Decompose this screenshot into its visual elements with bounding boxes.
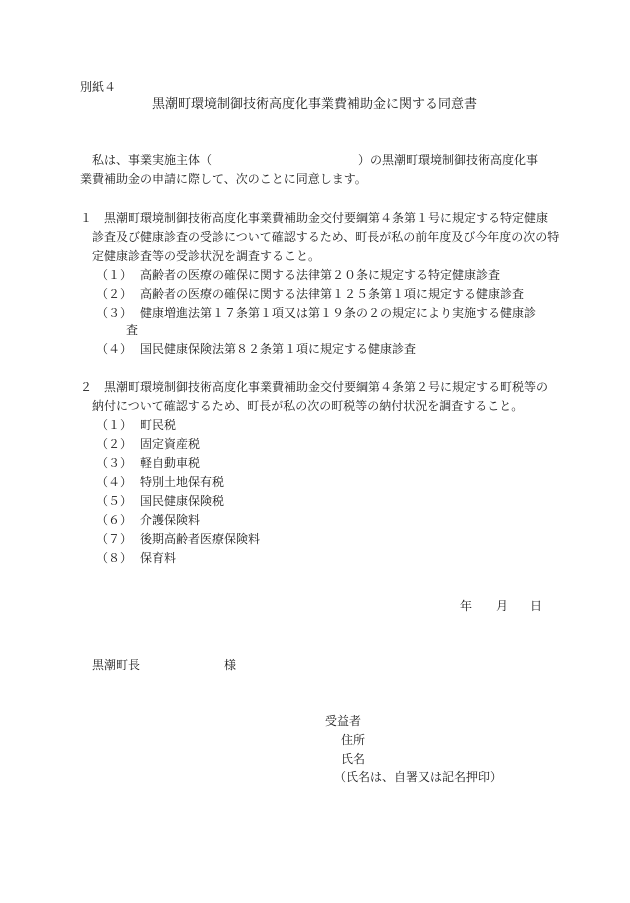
item-number: （１）	[96, 418, 133, 432]
intro-line-1	[92, 151, 538, 170]
item-text: 高齢者の医療の確保に関する法律第２０条に規定する特定健康診査	[140, 268, 501, 282]
item-text: 健康増進法第１７条第１項又は第１９条の２の規定により実施する健康診	[140, 306, 537, 320]
item-number: （６）	[96, 513, 133, 527]
section1-item	[96, 285, 524, 304]
intro-text-a: 私は、事業実施主体（	[92, 153, 213, 167]
section2-item	[96, 473, 224, 492]
name-label: 氏名	[341, 752, 366, 766]
intro-text-b: ）の黒潮町環境制御技術高度化事	[358, 153, 539, 167]
item-number: （３）	[96, 306, 133, 320]
addressee-line	[92, 656, 236, 675]
item-text: 特別土地保有税	[140, 475, 225, 489]
section2-item	[96, 416, 176, 435]
signature-note: （氏名は、自署又は記名押印）	[334, 770, 503, 784]
item-number: （１）	[96, 268, 133, 282]
section2-item	[96, 549, 176, 568]
section2-line-2: 納付について確認するため、町長が私の次の町税等の納付状況を調査すること。	[92, 399, 524, 413]
section2-item	[96, 511, 200, 530]
address-label: 住所	[341, 733, 366, 747]
date-month: 月	[496, 599, 509, 613]
item-text: 介護保険料	[140, 513, 201, 527]
item-number: （２）	[96, 437, 133, 451]
item-number: （２）	[96, 287, 133, 301]
item-number: （５）	[96, 494, 133, 508]
recipient-label: 受益者	[325, 714, 362, 728]
mayor-title: 黒潮町長	[92, 658, 141, 672]
section1-item	[96, 340, 416, 359]
item-text: 固定資産税	[140, 437, 201, 451]
item-number: （７）	[96, 532, 133, 546]
section2-item	[96, 530, 260, 549]
date-year: 年	[460, 599, 473, 613]
attachment-label: 別紙４	[80, 80, 117, 94]
section1-line-2: 診査及び健康診査の受診について確認するため、町長が私の前年度及び今年度の次の特	[92, 230, 560, 244]
section2-item	[96, 492, 224, 511]
section1-item	[96, 266, 500, 285]
intro-line-2: 業費補助金の申請に際して、次のことに同意します。	[80, 172, 367, 186]
section2-item	[96, 454, 200, 473]
date-line	[460, 597, 542, 616]
item-number: （８）	[96, 551, 133, 565]
item-number: （４）	[96, 342, 133, 356]
section2-line-1: ２ 黒潮町環境制御技術高度化事業費補助金交付要綱第４条第２号に規定する町税等の	[80, 380, 549, 394]
document-title: 黒潮町環境制御技術高度化事業費補助金に関する同意書	[152, 97, 478, 112]
item-text: 国民健康保険法第８２条第１項に規定する健康診査	[140, 342, 417, 356]
section1-line-1: １ 黒潮町環境制御技術高度化事業費補助金交付要綱第４条第１号に規定する特定健康	[80, 211, 549, 225]
section1-item-continuation: 査	[126, 323, 139, 337]
item-number: （３）	[96, 456, 133, 470]
item-number: （４）	[96, 475, 133, 489]
section2-item	[96, 435, 200, 454]
item-text: 後期高齢者医療保険料	[140, 532, 261, 546]
item-text: 町民税	[140, 418, 177, 432]
section1-item	[96, 304, 536, 323]
section1-line-3: 定健康診査等の受診状況を調査すること。	[92, 249, 321, 263]
item-text: 国民健康保険税	[140, 494, 225, 508]
item-text: 高齢者の医療の確保に関する法律第１２５条第１項に規定する健康診査	[140, 287, 525, 301]
item-text: 軽自動車税	[140, 456, 201, 470]
honorific: 様	[224, 658, 237, 672]
item-text: 保育料	[140, 551, 177, 565]
date-day: 日	[530, 599, 543, 613]
